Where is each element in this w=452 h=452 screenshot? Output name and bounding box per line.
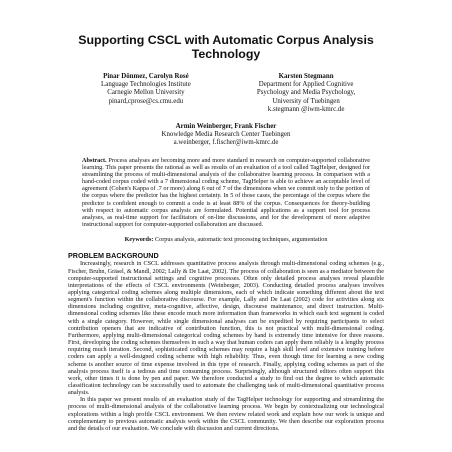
abstract-text: Process analyses are becoming more and more standard in research on computer-supported collaborative learning. This paper presents the rational as well as results of an evaluation of a tool called TagHelper, designed for streamlining the process of multi-dimensional analysis of the collaborative learning process. In comparison with a hand-coded corpus coded with a 7 dimensional coding scheme, TagHelper is able to achieve an acceptable level of agreement (Cohen's Kappa of .7 or more) along 6 out of 7 of the dimensions when we commit only to the portion of the corpus where the predictor has the highest certainty. In 5 of those cases, the percentage of the corpus where the predictor is confident enough to commit a code is at least 88% of the corpus. Consequences for theory-building with respect to automatic corpus analysis are formulated. Potential applications as a support tool for process analyses, as real-time support for facilitators of on-line discussions, and for the development of more adaptive instructional support for computer-supported collaboration are discussed.	[82, 156, 370, 229]
paper-title: Supporting CSCL with Automatic Corpus Analysis Technology	[78, 33, 374, 61]
author-email: pinard,cprose@cs.cmu.edu	[108, 97, 184, 105]
author-affiliation: University of Tuebingen	[272, 97, 340, 105]
author-affiliation: Department for Applied Cognitive	[258, 81, 354, 89]
author-row-center	[72, 114, 380, 148]
body-paragraph: Increasingly, research in CSCL addresses quantitative process analysis through multi-dimensional coding schemes (e.g., Fischer, Bruhn, Gräsel, & Mandl, 2002; Lally & De Laat, 2002). The process of collaboration is seen as a mediator between the computer-supported instructional settings and cognitive processes. Often only detailed process analyses reveal plausible interpretations of the effects of CSCL environments (Weinberger, 2003). Conducting detailed process analyses involves applying categorical coding schemes along multiple dimensions, each of which indicate something different about the text segment's function within the collaborative discourse. For example, Lally and De Laat (2002) code for activities along six dimensions including cognitive, meta-cognitive, affective, design, discourse maintenance, and direct instruction. Multi-dimensional coding schemes like these encode much more information than frameworks in which each text segment is coded with a single category. However, while single dimensional analyses can be expedited by requiring participants to select contribution openers that are indicative of contribution function, this is not practical with multi-dimensional coding. Furthermore, applying multi-dimensional categorical coding schemes by hand is extremely time intensive for three reasons. First, developing the coding schemes themselves in such a way that human coders can apply them reliably is a lengthy process requiring much iteration. Second, sophisticated coding schemes may require a high skill level and extensive training before coders can apply a well-designed coding scheme with high reliability. Thus, even though time for learning a new coding scheme is another source of time expense involved in this type of research. Finally, applying coding schemes as part of the analysis process itself is a tedious and time consuming process. Surprisingly, although structured editors often support this work, other times it is done by pen and paper. We therefore conducted a study to find out the degree to which automatic classification technology can be successfully used to automate the challenging task of multi-dimensional quantitative process analysis.	[68, 260, 384, 397]
author-affiliation: Carnegie Mellon University	[107, 89, 185, 97]
keywords-text: Corpus analysis, automatic text processing techniques, argumentation	[155, 236, 328, 244]
author-email: k.stegmann @iwm-kmrc.de	[267, 105, 345, 113]
abstract-label: Abstract.	[82, 156, 107, 164]
author-row	[72, 73, 380, 114]
author-names: Pinar Dönmez, Carolyn Rosé	[103, 73, 189, 80]
section-heading: PROBLEM BACKGROUND	[68, 251, 159, 261]
author-names: Armin Weinberger, Frank Fischer	[175, 123, 277, 131]
author-affiliation: Knowledge Media Research Center Tuebingen	[161, 131, 291, 139]
keywords-label: Keywords:	[124, 236, 154, 244]
author-block-left	[72, 73, 220, 114]
author-affiliation: Psychology and Media Psychology,	[256, 89, 356, 97]
author-names: Karsten Stegmann	[278, 73, 334, 80]
author-block-right	[232, 73, 380, 114]
body-paragraph: In this paper we present results of an evaluation study of the TagHelper technology for supporting and streamlining the process of multi-dimensional analysis of the collaborative learning process. We begin by contextualizing our technological explorations within a high profile CSCL environment. We then review related work and explain how our work is unique and complementary to previous automatic analysis work within the CSCL community. We then describe our exploration process and the details of our evaluation. We conclude with discussion and current directions.	[68, 396, 384, 432]
author-email: a.weinberger, f.fischer@iwm-kmrc.de	[173, 139, 279, 147]
abstract	[68, 157, 384, 229]
author-affiliation: Language Technologies Institute	[101, 81, 191, 89]
author-block-center	[72, 123, 380, 148]
keywords	[68, 236, 384, 243]
